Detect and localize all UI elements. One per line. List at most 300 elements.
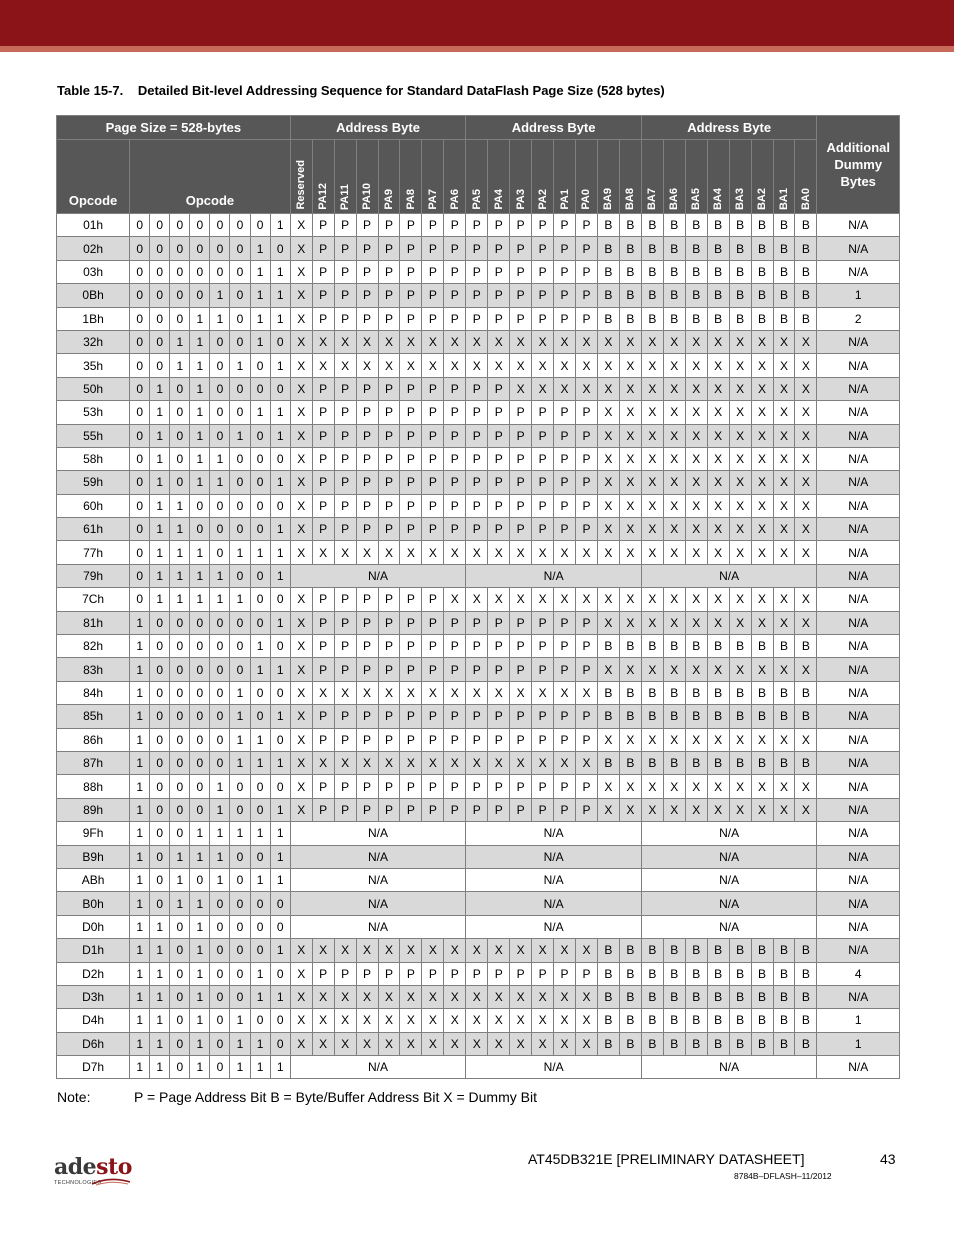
opcode-bit-cell: 0 bbox=[230, 471, 250, 494]
opcode-bit-cell: 0 bbox=[230, 892, 250, 915]
opcode-cell: 79h bbox=[57, 564, 130, 587]
address-bit-cell: B bbox=[597, 681, 619, 704]
address-bit-cell: P bbox=[532, 518, 554, 541]
address-bit-cell: B bbox=[707, 939, 729, 962]
address-bit-cell: X bbox=[707, 588, 729, 611]
opcode-bit-cell: 1 bbox=[210, 868, 230, 891]
address-bit-cell: P bbox=[554, 494, 576, 517]
table-row bbox=[57, 939, 900, 962]
opcode-bit-cell: 1 bbox=[230, 424, 250, 447]
opcode-cell: 32h bbox=[57, 330, 130, 353]
address-bit-cell: P bbox=[400, 214, 422, 237]
table-row bbox=[57, 728, 900, 751]
address-bit-cell: X bbox=[488, 985, 510, 1008]
address-bit-cell: P bbox=[378, 775, 400, 798]
table-row bbox=[57, 1009, 900, 1032]
opcode-cell: 1Bh bbox=[57, 307, 130, 330]
opcode-bit-cell: 0 bbox=[170, 307, 190, 330]
address-bit-cell: X bbox=[707, 447, 729, 470]
address-bit-cell: X bbox=[729, 658, 751, 681]
address-bit-cell: P bbox=[378, 377, 400, 400]
address-bit-cell: P bbox=[576, 798, 598, 821]
dummy-bytes-cell: N/A bbox=[817, 1056, 900, 1079]
address-bit-cell: P bbox=[356, 424, 378, 447]
address-bit-cell: P bbox=[400, 588, 422, 611]
address-bit-cell: P bbox=[488, 798, 510, 821]
address-bit-cell: B bbox=[641, 962, 663, 985]
opcode-bit-cell: 1 bbox=[190, 377, 210, 400]
address-byte-header-1: Address Byte bbox=[290, 116, 466, 140]
address-bit-cell: X bbox=[795, 471, 817, 494]
address-bit-cell: B bbox=[773, 681, 795, 704]
address-bit-cell: X bbox=[751, 658, 773, 681]
opcode-bit-cell: 0 bbox=[250, 447, 270, 470]
address-bit-cell: X bbox=[795, 541, 817, 564]
opcode-bit-cell: 1 bbox=[270, 1056, 290, 1079]
bit-header-pa3: PA3 bbox=[510, 140, 532, 214]
opcode-bits-header: Opcode bbox=[130, 140, 291, 214]
opcode-bit-cell: 1 bbox=[190, 1056, 210, 1079]
opcode-cell: 86h bbox=[57, 728, 130, 751]
header-bar bbox=[0, 0, 954, 46]
address-bit-cell: P bbox=[400, 705, 422, 728]
address-bit-cell: B bbox=[729, 985, 751, 1008]
address-bit-cell: X bbox=[290, 611, 312, 634]
address-bit-cell: B bbox=[597, 985, 619, 1008]
address-bit-cell: X bbox=[290, 588, 312, 611]
opcode-bit-cell: 0 bbox=[130, 354, 150, 377]
address-bit-cell: P bbox=[378, 471, 400, 494]
opcode-bit-cell: 1 bbox=[190, 471, 210, 494]
opcode-bit-cell: 0 bbox=[170, 1009, 190, 1032]
opcode-bit-cell: 1 bbox=[250, 284, 270, 307]
opcode-cell: D0h bbox=[57, 915, 130, 938]
opcode-bit-cell: 0 bbox=[170, 1032, 190, 1055]
opcode-bit-cell: 0 bbox=[210, 635, 230, 658]
address-bit-cell: X bbox=[729, 447, 751, 470]
address-bit-cell: B bbox=[597, 260, 619, 283]
opcode-bit-cell: 1 bbox=[270, 401, 290, 424]
opcode-bit-cell: 0 bbox=[270, 330, 290, 353]
address-bit-cell: X bbox=[466, 541, 488, 564]
address-bit-cell: P bbox=[400, 237, 422, 260]
opcode-bit-cell: 1 bbox=[250, 1032, 270, 1055]
address-bit-cell: X bbox=[554, 588, 576, 611]
opcode-bit-cell: 1 bbox=[150, 1056, 170, 1079]
opcode-bit-cell: 0 bbox=[270, 775, 290, 798]
address-bit-cell: X bbox=[290, 1032, 312, 1055]
address-bit-cell: B bbox=[729, 260, 751, 283]
opcode-cell: D4h bbox=[57, 1009, 130, 1032]
opcode-bit-cell: 0 bbox=[230, 962, 250, 985]
opcode-bit-cell: 1 bbox=[230, 588, 250, 611]
address-bit-cell: P bbox=[422, 424, 444, 447]
address-bit-cell: X bbox=[312, 354, 334, 377]
address-bit-cell: P bbox=[510, 518, 532, 541]
bit-header-pa0: PA0 bbox=[576, 140, 598, 214]
bit-header-pa11: PA11 bbox=[334, 140, 356, 214]
opcode-bit-cell: 0 bbox=[190, 728, 210, 751]
opcode-bit-cell: 0 bbox=[150, 260, 170, 283]
opcode-bit-cell: 0 bbox=[250, 775, 270, 798]
address-bit-cell: X bbox=[773, 354, 795, 377]
address-bit-cell: P bbox=[532, 728, 554, 751]
address-bit-cell: P bbox=[334, 494, 356, 517]
address-bit-cell: P bbox=[422, 705, 444, 728]
address-bit-cell: X bbox=[795, 401, 817, 424]
opcode-bit-cell: 0 bbox=[210, 751, 230, 774]
opcode-bit-cell: 0 bbox=[270, 892, 290, 915]
opcode-cell: 87h bbox=[57, 751, 130, 774]
bit-header-ba9: BA9 bbox=[597, 140, 619, 214]
address-bit-cell: X bbox=[685, 401, 707, 424]
address-bit-cell: P bbox=[510, 658, 532, 681]
address-bit-cell: B bbox=[773, 635, 795, 658]
address-bit-cell: X bbox=[663, 541, 685, 564]
address-bit-cell: X bbox=[641, 401, 663, 424]
address-bit-cell: X bbox=[707, 377, 729, 400]
opcode-bit-cell: 0 bbox=[130, 564, 150, 587]
opcode-bit-cell: 1 bbox=[190, 541, 210, 564]
opcode-bit-cell: 1 bbox=[230, 1032, 250, 1055]
opcode-bit-cell: 0 bbox=[190, 237, 210, 260]
opcode-bit-cell: 1 bbox=[250, 401, 270, 424]
address-bit-cell: P bbox=[532, 401, 554, 424]
address-bit-cell: B bbox=[729, 635, 751, 658]
address-bit-cell: X bbox=[795, 518, 817, 541]
opcode-bit-cell: 1 bbox=[150, 1009, 170, 1032]
opcode-bit-cell: 1 bbox=[150, 564, 170, 587]
address-bit-cell: X bbox=[795, 354, 817, 377]
address-bit-cell: B bbox=[751, 635, 773, 658]
address-bit-cell: B bbox=[685, 939, 707, 962]
address-bit-cell: X bbox=[290, 377, 312, 400]
address-bit-cell: X bbox=[554, 985, 576, 1008]
opcode-bit-cell: 1 bbox=[270, 845, 290, 868]
address-bit-cell: P bbox=[334, 658, 356, 681]
address-bit-cell: X bbox=[773, 330, 795, 353]
address-bit-cell: P bbox=[466, 260, 488, 283]
table-note bbox=[57, 1089, 537, 1105]
table-row bbox=[57, 1056, 900, 1079]
address-bit-cell: X bbox=[619, 611, 641, 634]
address-bit-cell: B bbox=[641, 1032, 663, 1055]
address-bit-cell: B bbox=[619, 260, 641, 283]
address-bit-cell: P bbox=[312, 237, 334, 260]
address-bit-cell: X bbox=[597, 354, 619, 377]
opcode-bit-cell: 0 bbox=[270, 237, 290, 260]
address-bit-cell: P bbox=[488, 307, 510, 330]
opcode-bit-cell: 0 bbox=[170, 962, 190, 985]
logo-swoosh-icon bbox=[90, 1178, 132, 1186]
opcode-bit-cell: 0 bbox=[150, 775, 170, 798]
address-bit-cell: P bbox=[466, 237, 488, 260]
table-row bbox=[57, 260, 900, 283]
table-row bbox=[57, 214, 900, 237]
note-text: P = Page Address Bit B = Byte/Buffer Address Bit X = Dummy Bit bbox=[134, 1089, 537, 1105]
address-bit-cell: X bbox=[663, 401, 685, 424]
opcode-cell: 59h bbox=[57, 471, 130, 494]
address-bit-cell: X bbox=[532, 1009, 554, 1032]
opcode-bit-cell: 1 bbox=[190, 330, 210, 353]
address-bit-cell: P bbox=[334, 401, 356, 424]
dummy-bytes-cell: N/A bbox=[817, 892, 900, 915]
address-bit-cell: X bbox=[685, 471, 707, 494]
address-bit-cell: X bbox=[597, 541, 619, 564]
address-bit-cell: B bbox=[795, 939, 817, 962]
address-bit-cell: B bbox=[685, 307, 707, 330]
dummy-bytes-cell: N/A bbox=[817, 939, 900, 962]
address-bit-cell: X bbox=[795, 611, 817, 634]
address-bit-cell: B bbox=[641, 284, 663, 307]
address-bit-cell: P bbox=[554, 518, 576, 541]
opcode-bit-cell: 0 bbox=[230, 635, 250, 658]
opcode-bit-cell: 0 bbox=[150, 822, 170, 845]
address-bit-cell: P bbox=[312, 728, 334, 751]
address-bit-cell: X bbox=[400, 354, 422, 377]
address-bit-cell: X bbox=[773, 611, 795, 634]
addressing-table bbox=[56, 115, 900, 1079]
opcode-cell: 9Fh bbox=[57, 822, 130, 845]
address-bit-cell: B bbox=[729, 705, 751, 728]
address-bit-cell: X bbox=[422, 985, 444, 1008]
address-bit-cell: X bbox=[510, 939, 532, 962]
address-bit-cell: X bbox=[597, 611, 619, 634]
opcode-bit-cell: 0 bbox=[130, 447, 150, 470]
address-bit-cell: B bbox=[619, 962, 641, 985]
address-bit-cell: B bbox=[751, 985, 773, 1008]
opcode-bit-cell: 0 bbox=[250, 939, 270, 962]
address-bit-cell: P bbox=[400, 775, 422, 798]
address-bit-cell: X bbox=[619, 354, 641, 377]
address-bit-cell: P bbox=[422, 471, 444, 494]
opcode-bit-cell: 1 bbox=[210, 845, 230, 868]
address-bit-cell: X bbox=[444, 751, 466, 774]
address-bit-cell: B bbox=[685, 237, 707, 260]
address-bit-cell: X bbox=[466, 751, 488, 774]
address-bit-cell: B bbox=[751, 705, 773, 728]
opcode-bit-cell: 0 bbox=[130, 541, 150, 564]
opcode-bit-cell: 1 bbox=[130, 658, 150, 681]
address-bit-cell: B bbox=[773, 307, 795, 330]
opcode-bit-cell: 0 bbox=[130, 307, 150, 330]
address-na-cell: N/A bbox=[641, 892, 817, 915]
opcode-bit-cell: 0 bbox=[190, 494, 210, 517]
table-row bbox=[57, 845, 900, 868]
opcode-bit-cell: 1 bbox=[130, 1056, 150, 1079]
opcode-bit-cell: 1 bbox=[250, 962, 270, 985]
opcode-bit-cell: 0 bbox=[170, 915, 190, 938]
address-bit-cell: X bbox=[510, 681, 532, 704]
address-bit-cell: P bbox=[334, 447, 356, 470]
opcode-bit-cell: 0 bbox=[170, 635, 190, 658]
address-bit-cell: B bbox=[795, 962, 817, 985]
dummy-bytes-cell: N/A bbox=[817, 260, 900, 283]
dummy-bytes-cell: N/A bbox=[817, 377, 900, 400]
address-bit-cell: P bbox=[444, 307, 466, 330]
address-bit-cell: B bbox=[795, 635, 817, 658]
opcode-bit-cell: 1 bbox=[130, 728, 150, 751]
opcode-cell: 7Ch bbox=[57, 588, 130, 611]
opcode-bit-cell: 1 bbox=[210, 798, 230, 821]
address-bit-cell: B bbox=[795, 985, 817, 1008]
address-bit-cell: X bbox=[290, 939, 312, 962]
address-bit-cell: P bbox=[444, 377, 466, 400]
opcode-bit-cell: 0 bbox=[170, 377, 190, 400]
address-bit-cell: X bbox=[729, 354, 751, 377]
address-bit-cell: X bbox=[685, 377, 707, 400]
address-bit-cell: P bbox=[422, 237, 444, 260]
opcode-bit-cell: 1 bbox=[210, 588, 230, 611]
opcode-bit-cell: 0 bbox=[250, 354, 270, 377]
address-bit-cell: X bbox=[466, 330, 488, 353]
opcode-bit-cell: 1 bbox=[230, 681, 250, 704]
address-bit-cell: P bbox=[554, 775, 576, 798]
opcode-bit-cell: 0 bbox=[170, 284, 190, 307]
address-bit-cell: X bbox=[444, 1009, 466, 1032]
address-bit-cell: X bbox=[312, 1009, 334, 1032]
address-bit-cell: X bbox=[290, 354, 312, 377]
opcode-bit-cell: 1 bbox=[210, 307, 230, 330]
opcode-bit-cell: 0 bbox=[210, 214, 230, 237]
opcode-bit-cell: 1 bbox=[250, 541, 270, 564]
address-bit-cell: P bbox=[488, 401, 510, 424]
address-bit-cell: X bbox=[554, 354, 576, 377]
address-bit-cell: X bbox=[641, 775, 663, 798]
opcode-bit-cell: 0 bbox=[150, 845, 170, 868]
address-bit-cell: X bbox=[773, 728, 795, 751]
additional-dummy-bytes-header: Additional Dummy Bytes bbox=[817, 116, 900, 214]
address-bit-cell: P bbox=[356, 377, 378, 400]
opcode-bit-cell: 1 bbox=[250, 1056, 270, 1079]
address-na-cell: N/A bbox=[641, 564, 817, 587]
address-bit-cell: P bbox=[510, 962, 532, 985]
address-bit-cell: X bbox=[554, 751, 576, 774]
address-bit-cell: X bbox=[554, 330, 576, 353]
address-bit-cell: B bbox=[619, 307, 641, 330]
address-bit-cell: B bbox=[663, 681, 685, 704]
address-bit-cell: B bbox=[773, 214, 795, 237]
address-bit-cell: B bbox=[751, 681, 773, 704]
opcode-bit-cell: 1 bbox=[150, 915, 170, 938]
opcode-bit-cell: 0 bbox=[170, 775, 190, 798]
address-bit-cell: B bbox=[751, 1032, 773, 1055]
address-bit-cell: X bbox=[290, 401, 312, 424]
address-bit-cell: X bbox=[751, 775, 773, 798]
opcode-bit-cell: 1 bbox=[130, 892, 150, 915]
opcode-bit-cell: 1 bbox=[270, 798, 290, 821]
address-bit-cell: P bbox=[532, 611, 554, 634]
address-bit-cell: X bbox=[554, 541, 576, 564]
document-title: AT45DB321E [PRELIMINARY DATASHEET] bbox=[528, 1151, 805, 1167]
address-bit-cell: X bbox=[707, 401, 729, 424]
opcode-bit-cell: 1 bbox=[230, 822, 250, 845]
opcode-cell: 53h bbox=[57, 401, 130, 424]
address-bit-cell: P bbox=[312, 705, 334, 728]
address-bit-cell: X bbox=[334, 330, 356, 353]
address-bit-cell: X bbox=[795, 658, 817, 681]
address-bit-cell: X bbox=[422, 751, 444, 774]
address-bit-cell: B bbox=[707, 284, 729, 307]
address-bit-cell: P bbox=[356, 728, 378, 751]
address-bit-cell: X bbox=[312, 681, 334, 704]
address-bit-cell: P bbox=[356, 798, 378, 821]
address-bit-cell: P bbox=[510, 798, 532, 821]
address-bit-cell: P bbox=[378, 447, 400, 470]
opcode-bit-cell: 0 bbox=[230, 845, 250, 868]
table-row bbox=[57, 705, 900, 728]
address-bit-cell: X bbox=[400, 985, 422, 1008]
address-bit-cell: P bbox=[422, 307, 444, 330]
address-bit-cell: X bbox=[444, 1032, 466, 1055]
address-bit-cell: X bbox=[663, 330, 685, 353]
logo-word-sto: sto bbox=[96, 1154, 132, 1180]
address-bit-cell: X bbox=[290, 541, 312, 564]
address-bit-cell: X bbox=[378, 1009, 400, 1032]
opcode-bit-cell: 1 bbox=[170, 892, 190, 915]
address-bit-cell: X bbox=[400, 541, 422, 564]
address-bit-cell: P bbox=[422, 447, 444, 470]
address-bit-cell: P bbox=[532, 260, 554, 283]
opcode-bit-cell: 0 bbox=[150, 868, 170, 891]
address-bit-cell: X bbox=[597, 798, 619, 821]
address-bit-cell: P bbox=[532, 307, 554, 330]
address-bit-cell: P bbox=[532, 494, 554, 517]
address-bit-cell: P bbox=[422, 635, 444, 658]
address-bit-cell: X bbox=[795, 588, 817, 611]
address-bit-cell: X bbox=[751, 354, 773, 377]
address-bit-cell: P bbox=[554, 962, 576, 985]
address-bit-cell: P bbox=[510, 775, 532, 798]
opcode-bit-cell: 0 bbox=[270, 635, 290, 658]
address-bit-cell: P bbox=[312, 494, 334, 517]
dummy-bytes-cell: N/A bbox=[817, 447, 900, 470]
address-bit-cell: P bbox=[422, 962, 444, 985]
address-bit-cell: X bbox=[510, 985, 532, 1008]
address-bit-cell: P bbox=[378, 705, 400, 728]
address-bit-cell: B bbox=[751, 284, 773, 307]
address-bit-cell: B bbox=[751, 962, 773, 985]
address-bit-cell: P bbox=[510, 401, 532, 424]
opcode-bit-cell: 1 bbox=[170, 845, 190, 868]
address-bit-cell: P bbox=[422, 775, 444, 798]
address-bit-cell: P bbox=[510, 424, 532, 447]
address-bit-cell: P bbox=[532, 658, 554, 681]
opcode-bit-cell: 1 bbox=[230, 751, 250, 774]
address-bit-cell: P bbox=[334, 588, 356, 611]
address-bit-cell: X bbox=[707, 728, 729, 751]
address-bit-cell: X bbox=[641, 658, 663, 681]
table-caption bbox=[57, 83, 917, 98]
address-bit-cell: X bbox=[312, 541, 334, 564]
dummy-bytes-cell: N/A bbox=[817, 822, 900, 845]
opcode-bit-cell: 0 bbox=[150, 798, 170, 821]
address-bit-cell: X bbox=[444, 541, 466, 564]
opcode-bit-cell: 0 bbox=[210, 681, 230, 704]
address-bit-cell: X bbox=[685, 798, 707, 821]
address-bit-cell: X bbox=[444, 330, 466, 353]
address-bit-cell: P bbox=[466, 518, 488, 541]
address-bit-cell: P bbox=[356, 635, 378, 658]
opcode-bit-cell: 0 bbox=[170, 985, 190, 1008]
opcode-bit-cell: 0 bbox=[170, 658, 190, 681]
address-bit-cell: P bbox=[554, 284, 576, 307]
address-bit-cell: P bbox=[510, 494, 532, 517]
address-bit-cell: B bbox=[597, 635, 619, 658]
address-bit-cell: P bbox=[576, 260, 598, 283]
address-bit-cell: P bbox=[576, 401, 598, 424]
logo-subtitle: TECHNOLOGIES bbox=[54, 1180, 102, 1186]
